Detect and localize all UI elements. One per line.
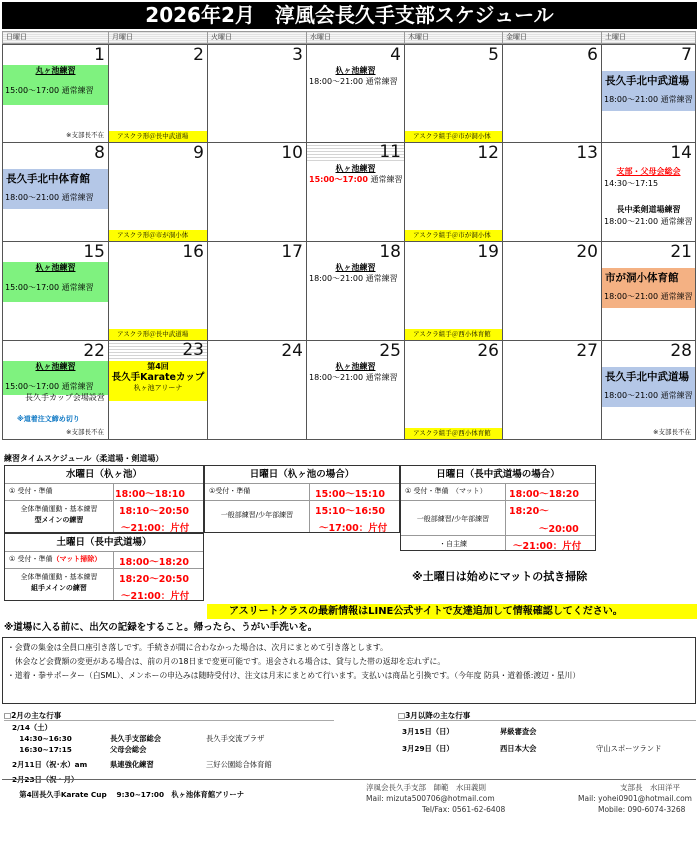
weekday-header bbox=[2, 31, 696, 44]
wed-row2-label1: 全体準備運動・基本練習 bbox=[20, 505, 98, 513]
sun-row1-label: ①受付・準備 bbox=[209, 487, 251, 495]
event-time-rest: 通常練習 bbox=[367, 175, 403, 184]
weekday-label: 水曜日 bbox=[306, 31, 404, 44]
event-venue: 市が洞小体育館 bbox=[605, 272, 679, 284]
event-time-red: 15:00～17:00 bbox=[309, 175, 368, 184]
event-time: 18:00～21:00 通常練習 bbox=[309, 274, 398, 283]
day-cell bbox=[306, 44, 404, 143]
day-number: 8 bbox=[94, 143, 105, 163]
day-number: 20 bbox=[576, 242, 598, 262]
absent-note: ※支部長不在 bbox=[66, 428, 104, 436]
calendar-week bbox=[2, 44, 696, 143]
event-title: 杁ヶ池練習 bbox=[35, 263, 76, 272]
sun-row3-time: ～17:00：片付 bbox=[319, 523, 388, 534]
rules-box bbox=[2, 637, 696, 704]
weekday-label: 金曜日 bbox=[502, 31, 601, 44]
day-cell bbox=[601, 143, 696, 242]
schedule-wed bbox=[4, 465, 204, 533]
event-place: 守山スポーツランド bbox=[596, 744, 662, 753]
sun2-row2-label: 一般部練習/少年部練習 bbox=[416, 515, 490, 523]
event-date: 3月15日（日） bbox=[402, 727, 454, 736]
rule-line: ・道着・拳サポーター（白SML）、メンホーの申込みは随時受付け、注文は月末にまとめて行います。支払いは商品と引換です。（今年度 防具・道着係:渡辺・星川） bbox=[7, 671, 581, 680]
footer-left-3: Tel/Fax: 0561-62-6408 bbox=[422, 805, 506, 814]
weekday-label: 月曜日 bbox=[108, 31, 207, 44]
event-name: 県連強化練習 bbox=[110, 760, 154, 769]
weekday-label: 日曜日 bbox=[2, 31, 108, 44]
event-date: 2月11日（祝･水）am bbox=[12, 760, 88, 769]
day-cell bbox=[207, 242, 306, 341]
wed-row2-time: 18:10～20:50 bbox=[119, 506, 189, 517]
day-number: 26 bbox=[477, 341, 499, 361]
day-cell bbox=[108, 242, 207, 341]
event-title: 杁ヶ池練習 bbox=[35, 362, 76, 371]
event-block bbox=[109, 361, 207, 401]
cell-footer: アスクラ組手＠市が洞小体 bbox=[405, 230, 502, 241]
event-block bbox=[3, 65, 108, 105]
rule-line: ・会費の集金は全員口座引き落しです。手続きが間に合わなかった場合は、次月にまとめて引き落とします。 bbox=[7, 643, 388, 652]
sun2-row1-label: ① 受付・準備 （マット） bbox=[405, 487, 487, 495]
day-cell bbox=[108, 341, 207, 440]
cup-name: 長久手Karateカップ bbox=[111, 372, 205, 383]
day-cell bbox=[502, 242, 601, 341]
wed-row3-time: ～21:00：片付 bbox=[121, 523, 190, 534]
event-time: 15:00～17:00 通常練習 bbox=[5, 382, 94, 391]
day-number: 22 bbox=[83, 341, 105, 361]
page-title: 2026年2月 淳風会長久手支部スケジュール bbox=[2, 2, 697, 29]
sun2-row2-time: 18:20～ bbox=[509, 506, 549, 517]
cell-footer: アスクラ形＠長中武道場 bbox=[109, 329, 207, 340]
sat-row2-label2: 組手メインの練習 bbox=[31, 584, 87, 592]
schedule-sat bbox=[4, 533, 204, 601]
day-cell bbox=[2, 341, 108, 440]
day-cell bbox=[2, 44, 108, 143]
day-number: 21 bbox=[670, 242, 692, 262]
day-number: 13 bbox=[576, 143, 598, 163]
day-number: 28 bbox=[670, 341, 692, 361]
schedule-wed-head: 水曜日（杁ヶ池） bbox=[65, 469, 142, 480]
event-block bbox=[3, 169, 108, 209]
event-time: 18:00～21:00 通常練習 bbox=[604, 292, 693, 301]
cell-footer: アスクラ組手＠市が洞小体 bbox=[405, 131, 502, 142]
event-block bbox=[3, 262, 108, 302]
sat-row1-time: 18:00～18:20 bbox=[119, 557, 189, 568]
day-cell bbox=[2, 242, 108, 341]
sun-row1-time: 15:00～15:10 bbox=[315, 489, 385, 500]
day-number: 18 bbox=[379, 242, 401, 262]
day-cell bbox=[404, 242, 502, 341]
wed-row1-time: 18:00～18:10 bbox=[115, 489, 185, 500]
sat-row2-time: 18:20～20:50 bbox=[119, 574, 189, 585]
day-number: 19 bbox=[477, 242, 499, 262]
day-number: 5 bbox=[488, 45, 499, 65]
day-number: 2 bbox=[193, 45, 204, 65]
athlete-banner: アスリートクラスの最新情報はLINE公式サイトで友達追加して情報確認してください。 bbox=[207, 604, 697, 619]
weekday-label: 木曜日 bbox=[404, 31, 502, 44]
day-number: 11 bbox=[307, 143, 404, 161]
event-name: 父母会総会 bbox=[110, 745, 147, 754]
event-block bbox=[307, 163, 404, 185]
event-date: 2/14（土） bbox=[12, 723, 52, 732]
sun2-row1-time: 18:00～18:20 bbox=[509, 489, 579, 500]
sat-row1-label: ① 受付・準備 bbox=[9, 555, 53, 563]
event-date bbox=[12, 775, 78, 785]
event-time: 18:00～21:00 通常練習 bbox=[604, 217, 693, 226]
cell-footer: アスクラ組手＠西小体育館 bbox=[405, 428, 502, 439]
sun-row2-label: 一般部練習/少年部練習 bbox=[220, 511, 294, 519]
sun2-row3-time: ～21:00：片付 bbox=[513, 541, 582, 552]
day-number: 7 bbox=[681, 45, 692, 65]
footer-right-2: Mail: yohei0901@hotmail.com bbox=[578, 794, 692, 803]
event-venue: 長久手北中武道場 bbox=[605, 75, 689, 87]
event-time: 18:00～21:00 通常練習 bbox=[5, 193, 94, 202]
events-mar-title: □3月以降の主な行事 bbox=[398, 711, 471, 720]
event-title: 杁ヶ池練習 bbox=[335, 164, 376, 173]
sat-row3-time: ～21:00：片付 bbox=[121, 591, 190, 602]
footer-right-1: 支部長 水田洋平 bbox=[620, 783, 680, 792]
schedule-sun2-head: 日曜日（長中武道場の場合） bbox=[436, 469, 560, 480]
event-time: 18:00～21:00 通常練習 bbox=[309, 373, 398, 382]
event-time: 18:00～21:00 通常練習 bbox=[604, 391, 693, 400]
day-number: 3 bbox=[292, 45, 303, 65]
schedule-sat-head: 土曜日（長中武道場） bbox=[56, 537, 152, 548]
dojo-note: ※道場に入る前に、出欠の記録をすること。帰ったら、うがい手洗いを。 bbox=[4, 622, 318, 633]
schedule-sun bbox=[204, 465, 400, 533]
saturday-note: ※土曜日は始めにマットの拭き掃除 bbox=[412, 570, 588, 583]
cell-footer: アスクラ組手＠西小体育館 bbox=[405, 329, 502, 340]
event-venue: 長久手北中体育館 bbox=[6, 173, 90, 185]
event-block bbox=[3, 361, 108, 402]
schedule-sun-head: 日曜日（杁ヶ池の場合） bbox=[249, 469, 355, 480]
event-block bbox=[307, 65, 404, 87]
calendar-week bbox=[2, 341, 696, 440]
day-cell bbox=[601, 44, 696, 143]
event-venue: 長久手北中武道場 bbox=[605, 371, 689, 383]
day-cell bbox=[502, 44, 601, 143]
event-place: 三好公園総合体育館 bbox=[206, 760, 272, 769]
absent-note: ※支部長不在 bbox=[653, 428, 691, 436]
event-time: 14:30～17:15 bbox=[604, 179, 659, 188]
event-time: 15:00～17:00 通常練習 bbox=[5, 86, 94, 95]
day-number: 14 bbox=[670, 143, 692, 163]
sat-row1-label-red: （マット掃除） bbox=[52, 555, 102, 563]
event-title: 杁ヶ池練習 bbox=[335, 263, 376, 272]
wed-row2-label2: 型メインの練習 bbox=[34, 516, 84, 524]
event-title: 長中柔剣道場練習 bbox=[616, 205, 681, 214]
cell-footer: アスクラ形＠長中武道場 bbox=[109, 131, 207, 142]
day-number: 24 bbox=[281, 341, 303, 361]
schedule-sun2 bbox=[400, 465, 596, 551]
calendar-week bbox=[2, 143, 696, 242]
day-cell bbox=[207, 341, 306, 440]
day-cell bbox=[306, 341, 404, 440]
day-cell bbox=[2, 143, 108, 242]
day-number: 9 bbox=[193, 143, 204, 163]
weekday-label: 火曜日 bbox=[207, 31, 306, 44]
day-cell bbox=[108, 44, 207, 143]
cup-venue: 杁ヶ池アリーナ bbox=[133, 384, 183, 392]
event-place: 長久手交流プラザ bbox=[206, 734, 265, 743]
event-name: 昇級審査会 bbox=[500, 727, 537, 736]
event-title: 杁ヶ池練習 bbox=[335, 362, 376, 371]
event-name: 西日本大会 bbox=[500, 744, 537, 753]
event-title: 丸ヶ池練習 bbox=[35, 66, 76, 75]
day-number: 25 bbox=[379, 341, 401, 361]
event-title: 杁ヶ池練習 bbox=[335, 66, 376, 75]
footer-left-1: 淳風会長久手支部 師範 水田義則 bbox=[366, 783, 486, 792]
event-extra: 長久手カップ会場設営 bbox=[25, 393, 105, 402]
rule-line: 休会など会費額の変更がある場合は、前の月の18日まで変更可能です。退会される場合は、貸与した帯の返却を忘れずに。 bbox=[7, 657, 446, 666]
event-time: 15:00～17:00 通常練習 bbox=[5, 283, 94, 292]
sat-row2-label1: 全体準備運動・基本練習 bbox=[20, 573, 98, 581]
sun2-row2-time2: ～20:00 bbox=[539, 524, 579, 535]
sun2-row3-label: ・自主練 bbox=[439, 540, 467, 548]
day-cell bbox=[502, 341, 601, 440]
day-number: 17 bbox=[281, 242, 303, 262]
event-title: 支部・父母会総会 bbox=[616, 167, 681, 176]
day-number: 12 bbox=[477, 143, 499, 163]
footer-right-3: Mobile: 090-6074-3268 bbox=[598, 805, 686, 814]
weekday-label: 土曜日 bbox=[601, 31, 696, 44]
sun-row2-time: 15:10～16:50 bbox=[315, 506, 385, 517]
event-block bbox=[307, 361, 404, 383]
event-date: 14:30~16:30 bbox=[12, 734, 72, 743]
day-number: 27 bbox=[576, 341, 598, 361]
day-cell bbox=[404, 44, 502, 143]
day-number: 15 bbox=[83, 242, 105, 262]
day-cell bbox=[306, 143, 404, 242]
event-block bbox=[602, 71, 695, 111]
event-time bbox=[307, 174, 404, 185]
calendar-week bbox=[2, 242, 696, 341]
event-date: 第4回長久手Karate Cup 9:30~17:00 杁ヶ池体育館アリーナ bbox=[12, 790, 245, 799]
day-number: 23 bbox=[109, 341, 207, 359]
day-cell bbox=[601, 242, 696, 341]
events-feb-title: □2月の主な行事 bbox=[4, 711, 62, 720]
day-cell bbox=[502, 143, 601, 242]
day-cell bbox=[306, 242, 404, 341]
wed-row1-label: ① 受付・準備 bbox=[9, 487, 53, 495]
cup-round: 第4回 bbox=[147, 362, 169, 371]
event-block bbox=[602, 367, 695, 407]
day-cell bbox=[207, 44, 306, 143]
day-number: 6 bbox=[587, 45, 598, 65]
cell-note: ※道着注文締め切り bbox=[17, 415, 80, 423]
event-time: 18:00～21:00 通常練習 bbox=[604, 95, 693, 104]
day-number: 1 bbox=[94, 45, 105, 65]
absent-note: ※支部長不在 bbox=[66, 131, 104, 139]
day-number: 4 bbox=[390, 45, 401, 65]
event-date: 16:30~17:15 bbox=[12, 745, 72, 754]
day-cell bbox=[207, 143, 306, 242]
event-time: 18:00～21:00 通常練習 bbox=[309, 77, 398, 86]
day-cell bbox=[601, 341, 696, 440]
day-cell bbox=[108, 143, 207, 242]
event-name: 長久手支部総会 bbox=[110, 734, 162, 743]
day-cell bbox=[404, 143, 502, 242]
event-block bbox=[307, 262, 404, 284]
event-date: 3月29日（日） bbox=[402, 744, 454, 753]
day-cell bbox=[404, 341, 502, 440]
schedule-label: 練習タイムスケジュール（柔道場・剣道場） bbox=[4, 454, 164, 463]
cell-footer: アスクラ形＠市が洞小体 bbox=[109, 230, 207, 241]
day-number: 16 bbox=[182, 242, 204, 262]
event-block bbox=[602, 268, 695, 308]
day-number: 10 bbox=[281, 143, 303, 163]
footer-left-2: Mail: mizuta500706@hotmail.com bbox=[366, 794, 495, 803]
